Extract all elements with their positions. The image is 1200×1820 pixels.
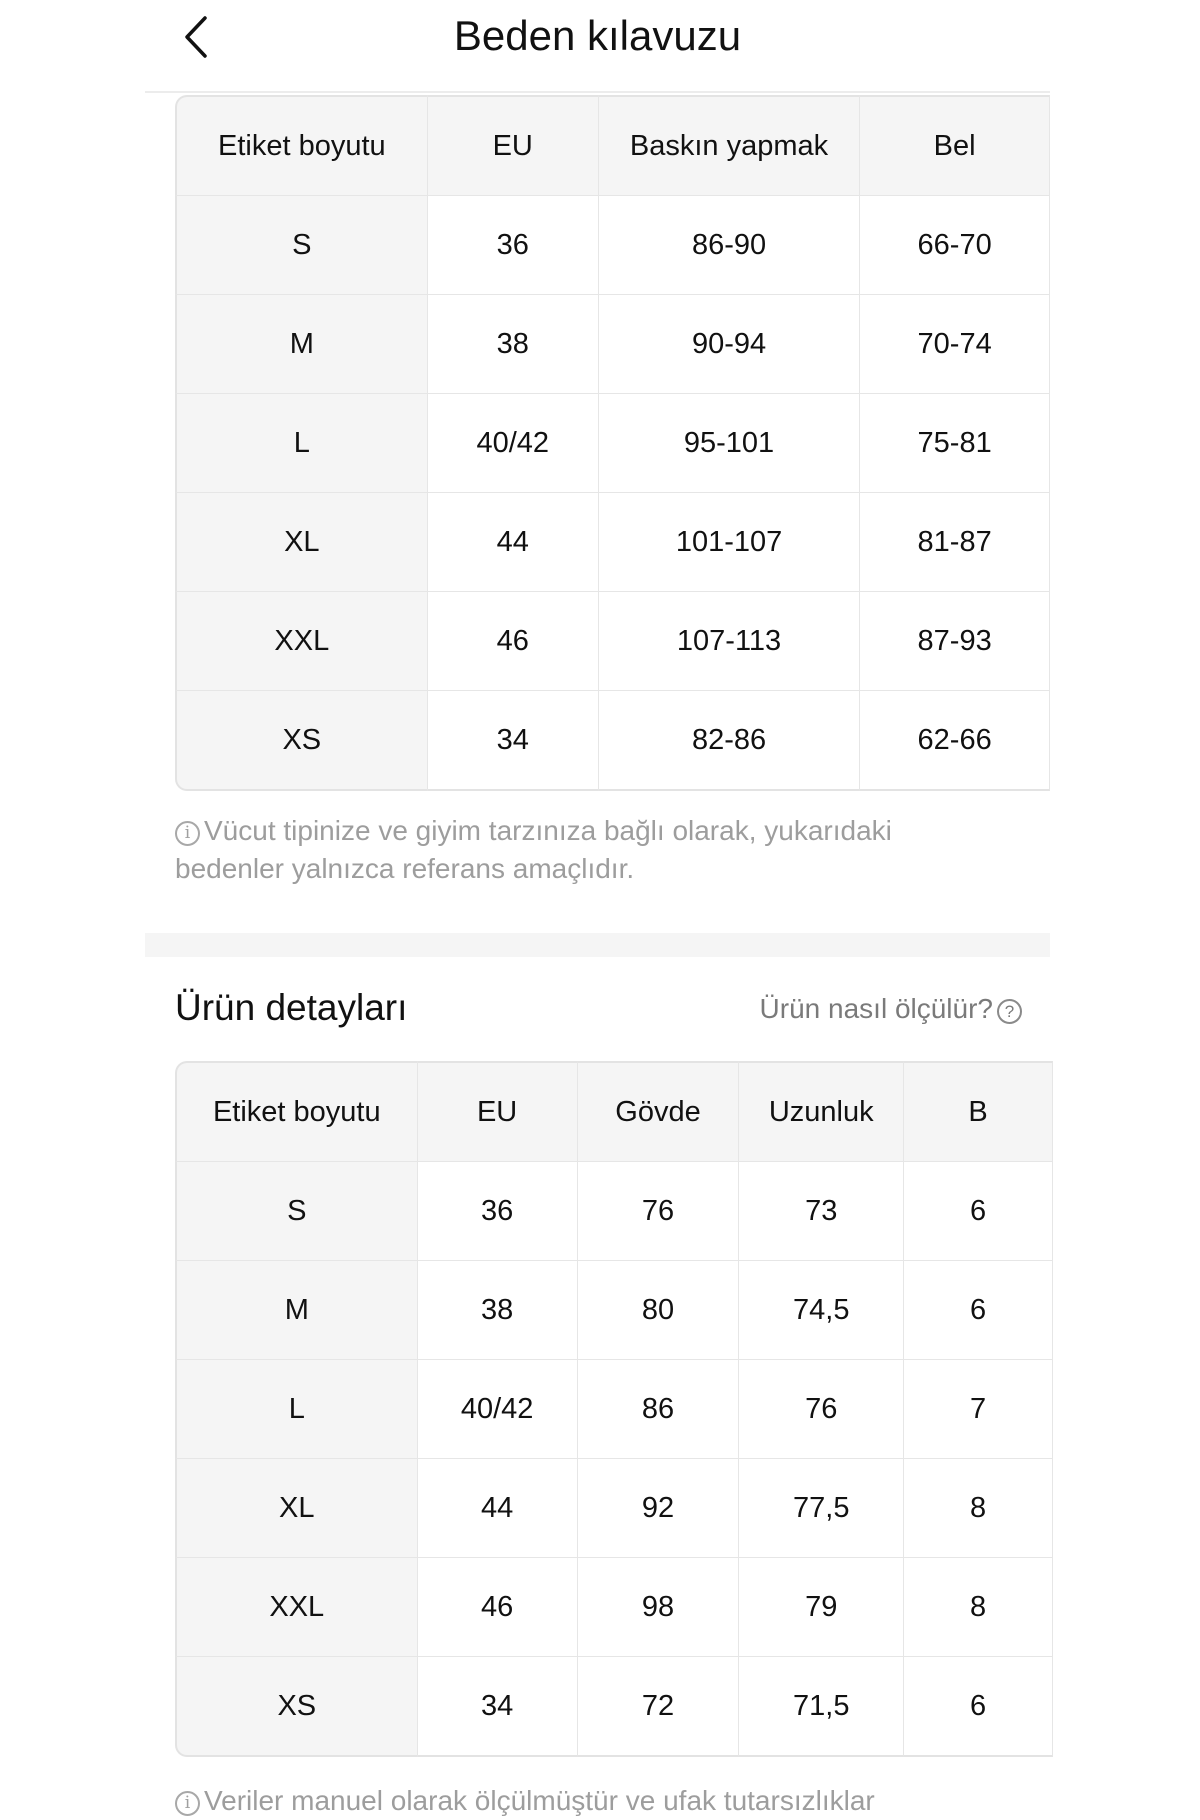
table-row [175, 592, 1050, 691]
size-label: M [175, 1261, 418, 1360]
table-cell: 81-87 [860, 493, 1050, 592]
info-icon: i [175, 821, 200, 846]
note-text: Veriler manuel olarak ölçülmüştür ve ufak tutarsızlıklar [204, 1785, 875, 1816]
how-to-measure-link[interactable] [760, 991, 1022, 1027]
table-cell: 107-113 [599, 592, 860, 691]
table-cell: 44 [418, 1459, 578, 1558]
size-label: XXL [175, 1558, 418, 1657]
size-label: S [175, 1162, 418, 1261]
top-bar [145, 0, 1050, 93]
table-cell: 8 [904, 1459, 1053, 1558]
table-cell: 72 [578, 1657, 740, 1757]
table-cell: 86-90 [599, 196, 860, 295]
table-cell: 98 [578, 1558, 740, 1657]
table-row [175, 394, 1050, 493]
column-header: Etiket boyutu [175, 1061, 418, 1162]
table-cell: 6 [904, 1261, 1053, 1360]
table-row [175, 493, 1050, 592]
size-label: XXL [175, 592, 428, 691]
column-header: Gövde [578, 1061, 740, 1162]
page-title: Beden kılavuzu [453, 12, 742, 59]
table-cell: 66-70 [860, 196, 1050, 295]
section-divider [145, 933, 1050, 957]
table-cell: 40/42 [428, 394, 599, 493]
table-cell: 79 [739, 1558, 904, 1657]
table-cell: 77,5 [739, 1459, 904, 1558]
size-label: S [175, 196, 428, 295]
table-row [175, 1261, 1053, 1360]
table-cell: 70-74 [860, 295, 1050, 394]
table-cell: 101-107 [599, 493, 860, 592]
size-chart-table[interactable] [175, 95, 1050, 797]
table-cell: 87-93 [860, 592, 1050, 691]
table-cell: 40/42 [418, 1360, 578, 1459]
table-cell: 36 [428, 196, 599, 295]
table-cell: 82-86 [599, 691, 860, 791]
table-cell: 8 [904, 1558, 1053, 1657]
table-cell: 71,5 [739, 1657, 904, 1757]
column-header: Etiket boyutu [175, 95, 428, 196]
table-cell: 73 [739, 1162, 904, 1261]
product-details-title: Ürün detayları [175, 987, 408, 1028]
question-circle-icon: ? [997, 999, 1022, 1024]
table-cell: 34 [428, 691, 599, 791]
table-cell: 7 [904, 1360, 1053, 1459]
table-cell: 6 [904, 1657, 1053, 1757]
size-label: XL [175, 493, 428, 592]
size-label: XS [175, 1657, 418, 1757]
table-cell: 86 [578, 1360, 740, 1459]
size-guide-page [145, 0, 1050, 1816]
table-row [175, 295, 1050, 394]
table-cell: 36 [418, 1162, 578, 1261]
table-cell: 90-94 [599, 295, 860, 394]
table-row [175, 1657, 1053, 1757]
table-cell: 44 [428, 493, 599, 592]
table-cell: 6 [904, 1162, 1053, 1261]
table-row [175, 691, 1050, 791]
table-cell: 46 [418, 1558, 578, 1657]
size-chart-note [175, 812, 975, 888]
table-header-row [175, 95, 1050, 196]
table-cell: 62-66 [860, 691, 1050, 791]
table-cell: 95-101 [599, 394, 860, 493]
column-header: Uzunluk [739, 1061, 904, 1162]
table-row [175, 196, 1050, 295]
product-details-table[interactable] [175, 1061, 1053, 1763]
table-cell: 75-81 [860, 394, 1050, 493]
table-cell: 46 [428, 592, 599, 691]
table-cell: 76 [739, 1360, 904, 1459]
column-header: B [904, 1061, 1053, 1162]
column-header: EU [428, 95, 599, 196]
table-cell: 74,5 [739, 1261, 904, 1360]
table-row [175, 1459, 1053, 1558]
table-row [175, 1558, 1053, 1657]
size-label: XL [175, 1459, 418, 1558]
size-label: L [175, 394, 428, 493]
column-header: Bel [860, 95, 1050, 196]
column-header: Baskın yapmak [599, 95, 860, 196]
size-label: XS [175, 691, 428, 791]
table-cell: 76 [578, 1162, 740, 1261]
size-label: L [175, 1360, 418, 1459]
product-details-note [175, 1782, 975, 1820]
table-cell: 92 [578, 1459, 740, 1558]
table-row [175, 1162, 1053, 1261]
column-header: EU [418, 1061, 578, 1162]
note-text: Vücut tipinize ve giyim tarzınıza bağlı olarak, yukarıdaki bedenler yalnızca referans amaçlıdır. [175, 815, 892, 884]
link-label: Ürün nasıl ölçülür? [759, 993, 993, 1024]
table-cell: 80 [578, 1261, 740, 1360]
info-icon: i [175, 1791, 200, 1816]
table-cell: 34 [418, 1657, 578, 1757]
size-label: M [175, 295, 428, 394]
table-row [175, 1360, 1053, 1459]
table-header-row [175, 1061, 1053, 1162]
table-cell: 38 [428, 295, 599, 394]
table-cell: 38 [418, 1261, 578, 1360]
